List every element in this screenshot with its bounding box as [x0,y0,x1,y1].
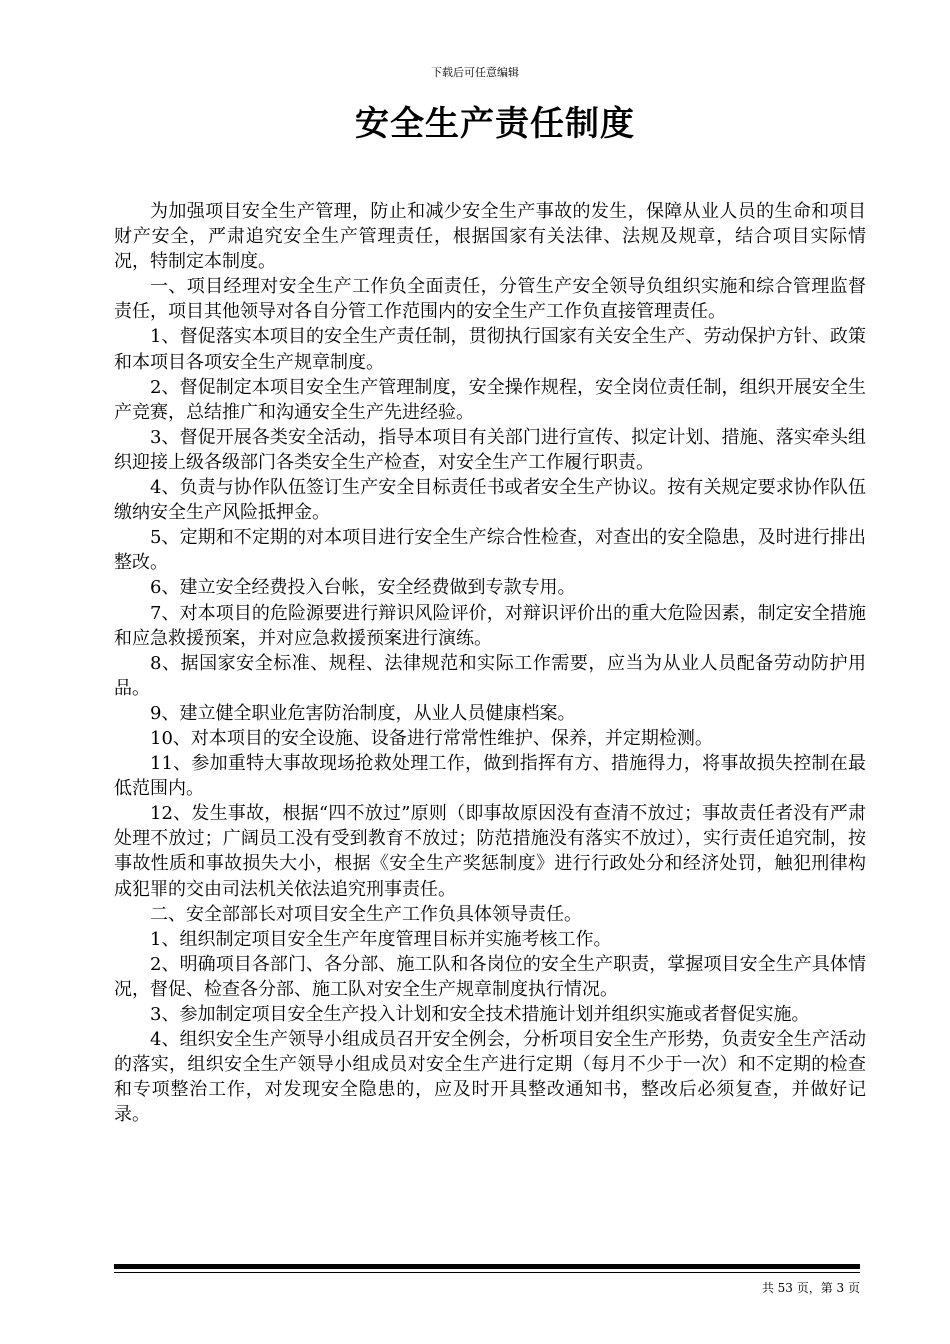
document-body [114,199,866,1127]
paragraph-intro: 为加强项目安全生产管理，防止和减少安全生产事故的发生，保障从业人员的生命和项目财产安全，严肃追究安全生产管理责任，根据国家有关法律、法规及规章，结合项目实际情况，特制定本制度。 [114,201,866,273]
paragraph-item: 3、参加制定项目安全生产投入计划和安全技术措施计划并组织实施或者督促实施。 [150,1004,810,1025]
footer-rule-thin [114,1272,860,1273]
paragraph-section-1: 一、项目经理对安全生产工作负全面责任，分管生产安全领导负组织实施和综合管理监督责任，项目其他领导对各自分管工作范围内的安全生产工作负直接管理责任。 [114,276,866,323]
paragraph-item: 5、定期和不定期的对本项目进行安全生产综合性检查，对查出的安全隐患，及时进行排出整改。 [114,527,866,574]
paragraph-item: 1、督促落实本项目的安全生产责任制，贯彻执行国家有关安全生产、劳动保护方针、政策和本项目各项安全生产规章制度。 [114,326,866,373]
paragraph-item: 7、对本项目的危险源要进行辩识风险评价，对辩识评价出的重大危险因素，制定安全措施和应急救援预案，并对应急救援预案进行演练。 [114,602,866,649]
paragraph-item: 4、负责与协作队伍签订生产安全目标责任书或者安全生产协议。按有关规定要求协作队伍缴纳安全生产风险抵押金。 [114,477,866,524]
paragraph-item: 6、建立安全经费投入台帐，安全经费做到专款专用。 [150,577,576,599]
paragraph-item: 2、督促制定本项目安全生产管理制度，安全操作规程，安全岗位责任制，组织开展安全生产竞赛，总结推广和沟通安全生产先进经验。 [114,376,866,423]
page-number: 共 53 页，第 3 页 [761,1281,860,1295]
paragraph-item: 9、建立健全职业危害防治制度，从业人员健康档案。 [150,702,576,724]
paragraph-item: 1、组织制定项目安全生产年度管理目标并实施考核工作。 [150,928,612,950]
paragraph-item: 4、组织安全生产领导小组成员召开安全例会，分析项目安全生产形势，负责安全生产活动的落实，组织安全生产领导小组成员对安全生产进行定期（每月不少于一次）和不定期的检查和专项整治工作，对发现安全隐患的，应及时开具整改通知书，整改后必须复查，并做好记录。 [114,1029,866,1126]
page-header-note: 下载后可任意编辑 [431,66,519,79]
document-title: 安全生产责任制度 [355,104,635,144]
paragraph-item: 11、参加重特大事故现场抢救处理工作，做到指挥有方、措施得力，将事故损失控制在最低范围内。 [114,753,866,800]
footer-rule-thick [114,1264,860,1269]
paragraph-item: 10、对本项目的安全设施、设备进行常常性维护、保养，并定期检测。 [150,727,713,749]
paragraph-item: 12、发生事故，根据“四不放过”原则（即事故原因没有查清不放过；事故责任者没有严肃处理不放过；广阔员工没有受到教育不放过；防范措施没有落实不放过），实行责任追究制，按事故性质和事故损失大小，根据《安全生产奖惩制度》进行行政处分和经济处罚，触犯刑律构成犯罪的交由司法机关依法追究刑事责任。 [114,803,866,900]
paragraph-item: 2、明确项目各部门、各分部、施工队和各岗位的安全生产职责，掌握项目安全生产具体情况，督促、检查各分部、施工队对安全生产规章制度执行情况。 [114,953,866,1000]
paragraph-item: 8、据国家安全标准、规程、法律规范和实际工作需要，应当为从业人员配备劳动防护用品。 [114,652,866,699]
paragraph-section-2: 二、安全部部长对项目安全生产工作负具体领导责任。 [150,903,582,925]
paragraph-item: 3、督促开展各类安全活动，指导本项目有关部门进行宣传、拟定计划、措施、落实牵头组织迎接上级各级部门各类安全生产检查，对安全生产工作履行职责。 [114,426,866,473]
